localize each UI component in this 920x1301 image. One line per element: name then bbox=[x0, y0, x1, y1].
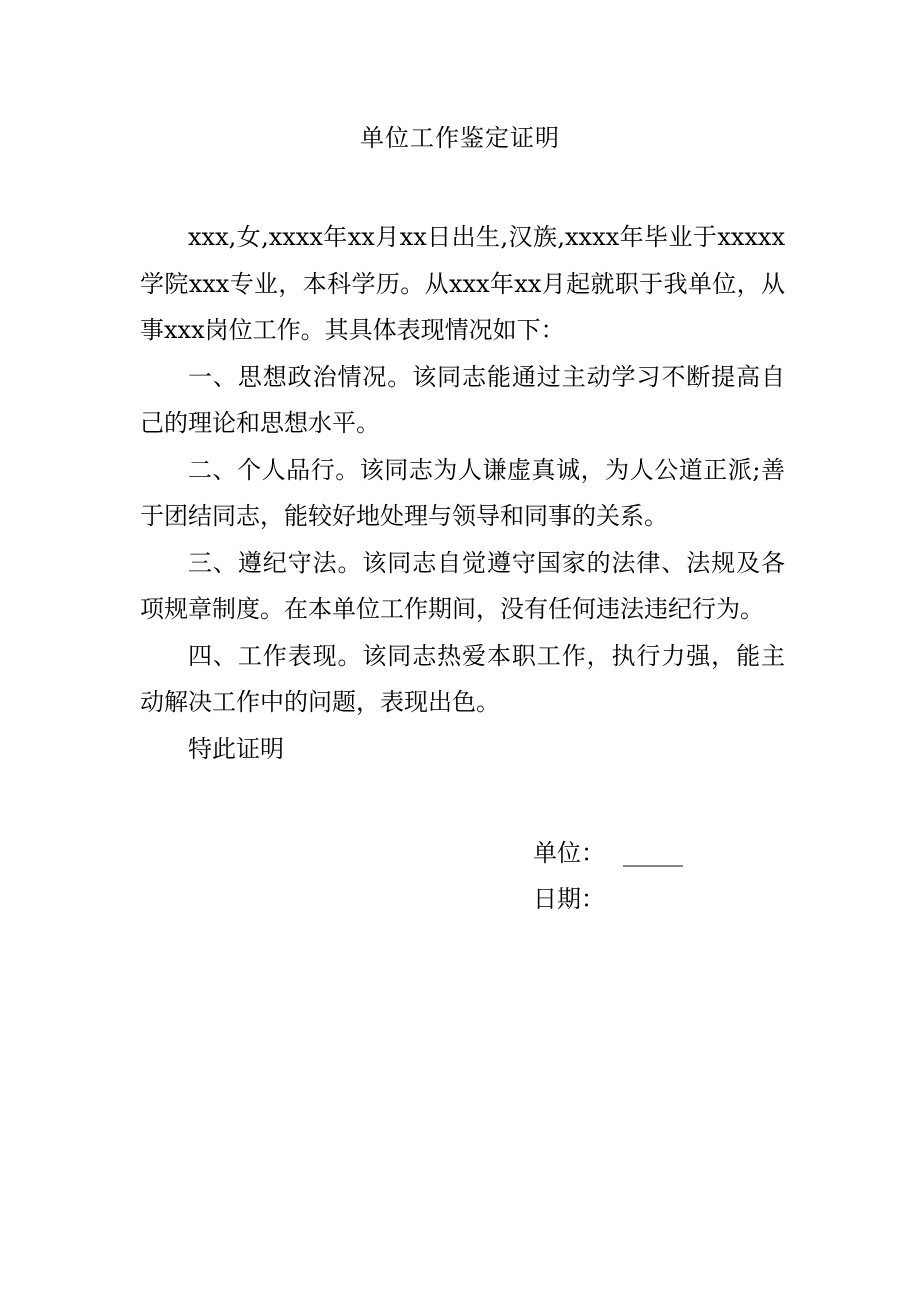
signature-date bbox=[533, 881, 605, 917]
document-title: 单位工作鉴定证明 bbox=[360, 124, 560, 152]
performance-paragraph: 四、工作表现。该同志热爱本职工作，执行力强，能主动解决工作中的问题，表现出色。 bbox=[140, 641, 785, 716]
closing-paragraph: 特此证明 bbox=[188, 734, 284, 763]
character-paragraph: 二、个人品行。该同志为人谦虚真诚，为人公道正派;善于团结同志，能较好地处理与领导和同事的关系。 bbox=[140, 455, 785, 530]
signature-unit bbox=[533, 835, 685, 871]
date-label: 日期： bbox=[533, 885, 605, 913]
political-paragraph: 一、思想政治情况。该同志能通过主动学习不断提高自己的理论和思想水平。 bbox=[140, 362, 785, 437]
discipline-paragraph: 三、遵纪守法。该同志自觉遵守国家的法律、法规及各项规章制度。在本单位工作期间，没有任何违法违纪行为。 bbox=[140, 548, 785, 623]
unit-label: 单位： bbox=[533, 839, 605, 867]
intro-paragraph: xxx,女,xxxx年xx月xx日出生,汉族,xxxx年毕业于xxxxx学院xxx专业，本科学历。从xxx年xx月起就职于我单位，从事xxx岗位工作。其具体表现情况如下： bbox=[140, 223, 785, 344]
unit-blank: _____ bbox=[623, 839, 683, 867]
document-body bbox=[140, 214, 785, 772]
